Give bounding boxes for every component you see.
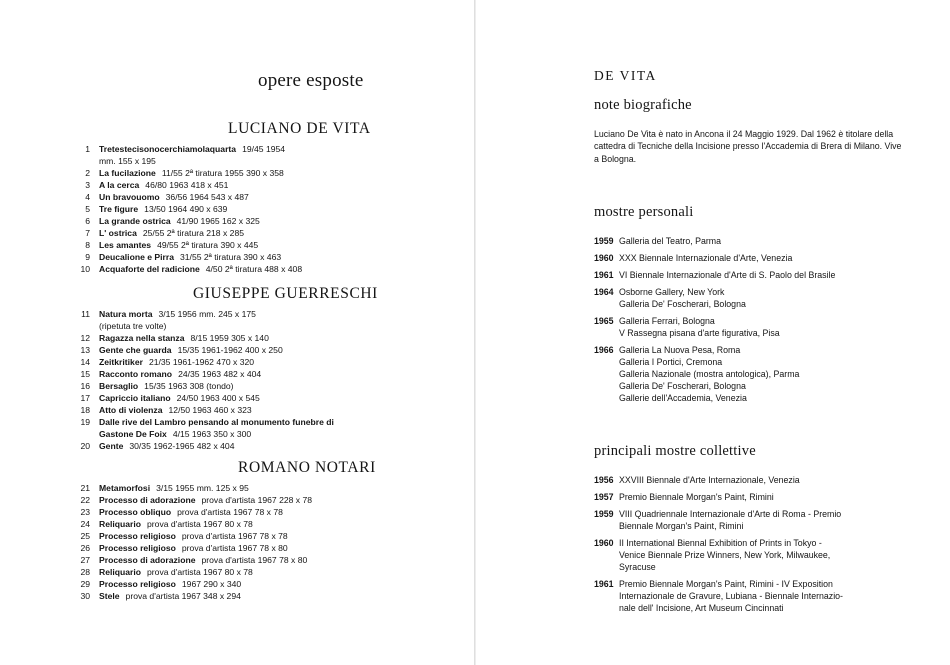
work-title: Reliquario — [99, 519, 142, 529]
work-title: Stele — [99, 591, 120, 601]
exhibition-year: 1961 — [594, 270, 614, 280]
work-details: prova d'artista 1967 78 x 78 — [181, 531, 288, 541]
exhibition-venues — [619, 508, 914, 532]
exhibition-year: 1964 — [594, 287, 614, 297]
work-number: 3 — [85, 180, 90, 190]
exhibition-entry — [594, 344, 914, 404]
work-details: 36/56 1964 543 x 487 — [165, 192, 249, 202]
work-title: A la cerca — [99, 180, 140, 190]
artist-heading-notari: ROMANO NOTARI — [238, 459, 376, 476]
exhibition-line: Galleria Nazionale (mostra antologica), Parma — [619, 369, 800, 379]
work-entry — [78, 332, 378, 344]
work-title: Acquaforte del radicione — [99, 264, 200, 274]
work-entry — [78, 239, 378, 251]
work-details: 49/55 2ª tiratura 390 x 445 — [157, 240, 259, 250]
works-list-guerreschi — [78, 308, 378, 452]
exhibition-line: Galleria del Teatro, Parma — [619, 236, 722, 246]
works-list-notari — [78, 482, 378, 602]
work-entry — [78, 167, 378, 179]
work-entry — [78, 227, 378, 239]
work-details: 31/55 2ª tiratura 390 x 463 — [180, 252, 282, 262]
work-number: 16 — [80, 381, 90, 391]
work-title: Processo religioso — [99, 543, 176, 553]
work-number: 20 — [80, 441, 90, 451]
exhibition-venues — [619, 344, 914, 404]
exhibition-year: 1960 — [594, 253, 614, 263]
work-continuation — [99, 428, 378, 440]
works-list-de-vita — [78, 143, 378, 275]
work-entry — [78, 143, 378, 167]
work-details: 15/35 1963 308 (tondo) — [144, 381, 234, 391]
bio-text: Luciano De Vita è nato in Ancona il 24 Maggio 1929. Dal 1962 è titolare della cattedra di Tecniche della Incisione presso l'Accademia di Brera di Milano. Vive a Bologna. — [594, 129, 902, 164]
work-entry — [78, 566, 378, 578]
work-details: 12/50 1963 460 x 323 — [168, 405, 252, 415]
exhibition-line: Galleria Ferrari, Bologna — [619, 316, 715, 326]
exhibition-venues — [619, 578, 914, 614]
exhibition-year: 1956 — [594, 475, 614, 485]
work-details: 13/50 1964 490 x 639 — [144, 204, 228, 214]
exhibition-year: 1959 — [594, 236, 614, 246]
exhibition-entry — [594, 235, 914, 247]
work-number: 12 — [80, 333, 90, 343]
work-entry — [78, 482, 378, 494]
exhibition-line: II International Biennal Exhibition of Prints in Tokyo - — [619, 538, 822, 548]
work-entry — [78, 191, 378, 203]
work-title: Tre figure — [99, 204, 139, 214]
work-title-continued: Gastone De Foix — [99, 429, 167, 439]
exhibition-venues — [619, 491, 914, 503]
work-entry — [78, 578, 378, 590]
work-entry — [78, 392, 378, 404]
exhibition-year: 1965 — [594, 316, 614, 326]
work-entry — [78, 518, 378, 530]
work-entry — [78, 203, 378, 215]
exhibition-line: Venice Biennale Prize Winners, New York, Milwaukee, — [619, 550, 831, 560]
work-number: 18 — [80, 405, 90, 415]
work-entry — [78, 380, 378, 392]
exhibition-year: 1966 — [594, 345, 614, 355]
work-entry — [78, 530, 378, 542]
work-number: 4 — [85, 192, 90, 202]
work-details: prova d'artista 1967 78 x 78 — [177, 507, 283, 517]
work-entry — [78, 368, 378, 380]
work-number: 6 — [85, 216, 90, 226]
page-title: opere esposte — [258, 70, 364, 91]
work-title: Les amantes — [99, 240, 152, 250]
artist-name: DE VITA — [594, 68, 657, 83]
exhibition-entry — [594, 508, 914, 532]
work-details: prova d'artista 1967 348 x 294 — [125, 591, 241, 601]
work-title: Metamorfosi — [99, 483, 151, 493]
work-number: 13 — [80, 345, 90, 355]
exhibition-line: Galleria La Nuova Pesa, Roma — [619, 345, 741, 355]
work-entry — [78, 356, 378, 368]
work-details: 21/35 1961-1962 470 x 320 — [148, 357, 255, 367]
exhibition-entry — [594, 578, 914, 614]
exhibition-venues — [619, 252, 914, 264]
work-title: Processo di adorazione — [99, 555, 196, 565]
exhibition-entry — [594, 491, 914, 503]
work-entry — [78, 215, 378, 227]
work-entry — [78, 506, 378, 518]
work-details: 3/15 1956 mm. 245 x 175 — [158, 309, 256, 319]
exhibition-venues — [619, 269, 914, 281]
exhibition-entry — [594, 286, 914, 310]
work-entry — [78, 494, 378, 506]
collective-exhibitions-heading: principali mostre collettive — [594, 443, 756, 459]
exhibition-line: Internazionale de Gravure, Lubiana - Biennale Internazio- — [619, 591, 843, 601]
work-details: 25/55 2ª tiratura 218 x 285 — [142, 228, 244, 238]
exhibition-venues — [619, 286, 914, 310]
personal-exhibitions-list — [594, 235, 914, 409]
work-title: Tretestecisonocerchiamolaquarta — [99, 144, 237, 154]
work-title: Processo religioso — [99, 579, 176, 589]
exhibition-year: 1961 — [594, 579, 614, 589]
exhibition-entry — [594, 252, 914, 264]
exhibition-line: Biennale Morgan's Paint, Rimini — [619, 521, 744, 531]
work-number: 28 — [80, 567, 90, 577]
work-title: Dalle rive del Lambro pensando al monumento funebre di — [99, 417, 334, 427]
exhibition-line: VI Biennale Internazionale d'Arte di S. Paolo del Brasile — [619, 270, 836, 280]
exhibition-entry — [594, 269, 914, 281]
work-number: 21 — [80, 483, 90, 493]
exhibition-line: Premio Biennale Morgan's Paint, Rimini — [619, 492, 774, 502]
exhibition-line: Galleria De' Foscherari, Bologna — [619, 299, 746, 309]
work-details: 30/35 1962-1965 482 x 404 — [129, 441, 235, 451]
work-entry — [78, 542, 378, 554]
work-details: prova d'artista 1967 78 x 80 — [181, 543, 288, 553]
work-details: prova d'artista 1967 228 x 78 — [201, 495, 313, 505]
personal-exhibitions-heading: mostre personali — [594, 204, 694, 220]
work-entry — [78, 344, 378, 356]
exhibition-line: VIII Quadriennale Internazionale d'Arte di Roma - Premio — [619, 509, 842, 519]
exhibition-line: Osborne Gallery, New York — [619, 287, 725, 297]
exhibition-line: XXVIII Biennale d'Arte Internazionale, Venezia — [619, 475, 800, 485]
work-title: Processo obliquo — [99, 507, 172, 517]
work-details: 24/35 1963 482 x 404 — [178, 369, 262, 379]
work-title: L' ostrica — [99, 228, 137, 238]
bio-heading: note biografiche — [594, 97, 692, 113]
work-number: 22 — [80, 495, 90, 505]
work-entry — [78, 179, 378, 191]
work-number: 25 — [80, 531, 90, 541]
work-number: 2 — [85, 168, 90, 178]
work-details: prova d'artista 1967 80 x 78 — [147, 567, 253, 577]
work-details: 3/15 1955 mm. 125 x 95 — [156, 483, 249, 493]
work-number: 17 — [80, 393, 90, 403]
work-title: Zeitkritiker — [99, 357, 143, 367]
work-number: 5 — [85, 204, 90, 214]
work-title: Gente che guarda — [99, 345, 172, 355]
work-title: Un bravouomo — [99, 192, 160, 202]
work-entry — [78, 263, 378, 275]
work-title: Ragazza nella stanza — [99, 333, 185, 343]
exhibition-line: Galleria De' Foscherari, Bologna — [619, 381, 746, 391]
work-number: 1 — [85, 144, 90, 154]
work-number: 24 — [80, 519, 90, 529]
work-number: 30 — [80, 591, 90, 601]
work-number: 11 — [81, 309, 90, 319]
work-number: 15 — [80, 369, 90, 379]
work-title: Processo religioso — [99, 531, 176, 541]
work-number: 27 — [80, 555, 90, 565]
work-title: Processo di adorazione — [99, 495, 196, 505]
work-title: Racconto romano — [99, 369, 173, 379]
exhibition-venues — [619, 537, 914, 573]
work-number: 10 — [80, 264, 90, 274]
exhibition-year: 1959 — [594, 509, 614, 519]
work-continuation — [99, 320, 378, 332]
work-details-continued: (ripetuta tre volte) — [99, 321, 167, 331]
work-details: prova d'artista 1967 80 x 78 — [147, 519, 253, 529]
exhibition-line: Syracuse — [619, 562, 656, 572]
exhibition-venues — [619, 315, 914, 339]
exhibition-entry — [594, 537, 914, 573]
work-number: 8 — [85, 240, 90, 250]
exhibition-venues — [619, 235, 914, 247]
work-entry — [78, 308, 378, 332]
work-number: 26 — [80, 543, 90, 553]
work-title: Deucalione e Pirra — [99, 252, 174, 262]
work-title: Atto di violenza — [99, 405, 163, 415]
work-continuation — [99, 155, 378, 167]
work-details: 4/50 2ª tiratura 488 x 408 — [205, 264, 303, 274]
work-details: 46/80 1963 418 x 451 — [145, 180, 229, 190]
right-page — [476, 0, 950, 665]
work-title: Bersaglio — [99, 381, 139, 391]
work-details: 19/45 1954 — [242, 144, 286, 154]
left-page — [0, 0, 474, 665]
work-title: Gente — [99, 441, 124, 451]
exhibition-year: 1957 — [594, 492, 614, 502]
exhibition-line: nale dell' Incisione, Art Museum Cincinnati — [619, 603, 784, 613]
work-entry — [78, 590, 378, 602]
work-title: Capriccio italiano — [99, 393, 171, 403]
collective-exhibitions-list — [594, 474, 914, 619]
work-number: 9 — [85, 252, 90, 262]
work-details: 1967 290 x 340 — [181, 579, 242, 589]
work-title: Natura morta — [99, 309, 153, 319]
work-number: 7 — [85, 228, 90, 238]
exhibition-entry — [594, 474, 914, 486]
work-entry — [78, 404, 378, 416]
work-entry — [78, 440, 378, 452]
work-entry — [78, 251, 378, 263]
exhibition-line: Galleria I Portici, Cremona — [619, 357, 723, 367]
work-title: La fucilazione — [99, 168, 156, 178]
work-number: 23 — [80, 507, 90, 517]
artist-heading-de-vita: LUCIANO DE VITA — [228, 120, 371, 137]
work-title: La grande ostrica — [99, 216, 171, 226]
work-title: Reliquario — [99, 567, 142, 577]
exhibition-line: Gallerie dell'Accademia, Venezia — [619, 393, 747, 403]
work-number: 14 — [80, 357, 90, 367]
work-details-continued: mm. 155 x 195 — [99, 156, 156, 166]
work-details: 8/15 1959 305 x 140 — [190, 333, 269, 343]
artist-heading-guerreschi: GIUSEPPE GUERRESCHI — [193, 285, 378, 302]
work-details: 11/55 2ª tiratura 1955 390 x 358 — [161, 168, 284, 178]
work-number: 29 — [80, 579, 90, 589]
exhibition-line: Premio Biennale Morgan's Paint, Rimini - IV Exposition — [619, 579, 833, 589]
work-details: prova d'artista 1967 78 x 80 — [201, 555, 308, 565]
work-details: 15/35 1961-1962 400 x 250 — [177, 345, 283, 355]
work-entry — [78, 554, 378, 566]
work-details-continued: 4/15 1963 350 x 300 — [172, 429, 252, 439]
exhibition-year: 1960 — [594, 538, 614, 548]
work-entry — [78, 416, 378, 440]
work-details: 41/90 1965 162 x 325 — [176, 216, 260, 226]
exhibition-entry — [594, 315, 914, 339]
exhibition-line: V Rassegna pisana d'arte figurativa, Pisa — [619, 328, 780, 338]
work-details: 24/50 1963 400 x 545 — [176, 393, 260, 403]
exhibition-line: XXX Biennale Internazionale d'Arte, Venezia — [619, 253, 793, 263]
exhibition-venues — [619, 474, 914, 486]
work-number: 19 — [80, 417, 90, 427]
